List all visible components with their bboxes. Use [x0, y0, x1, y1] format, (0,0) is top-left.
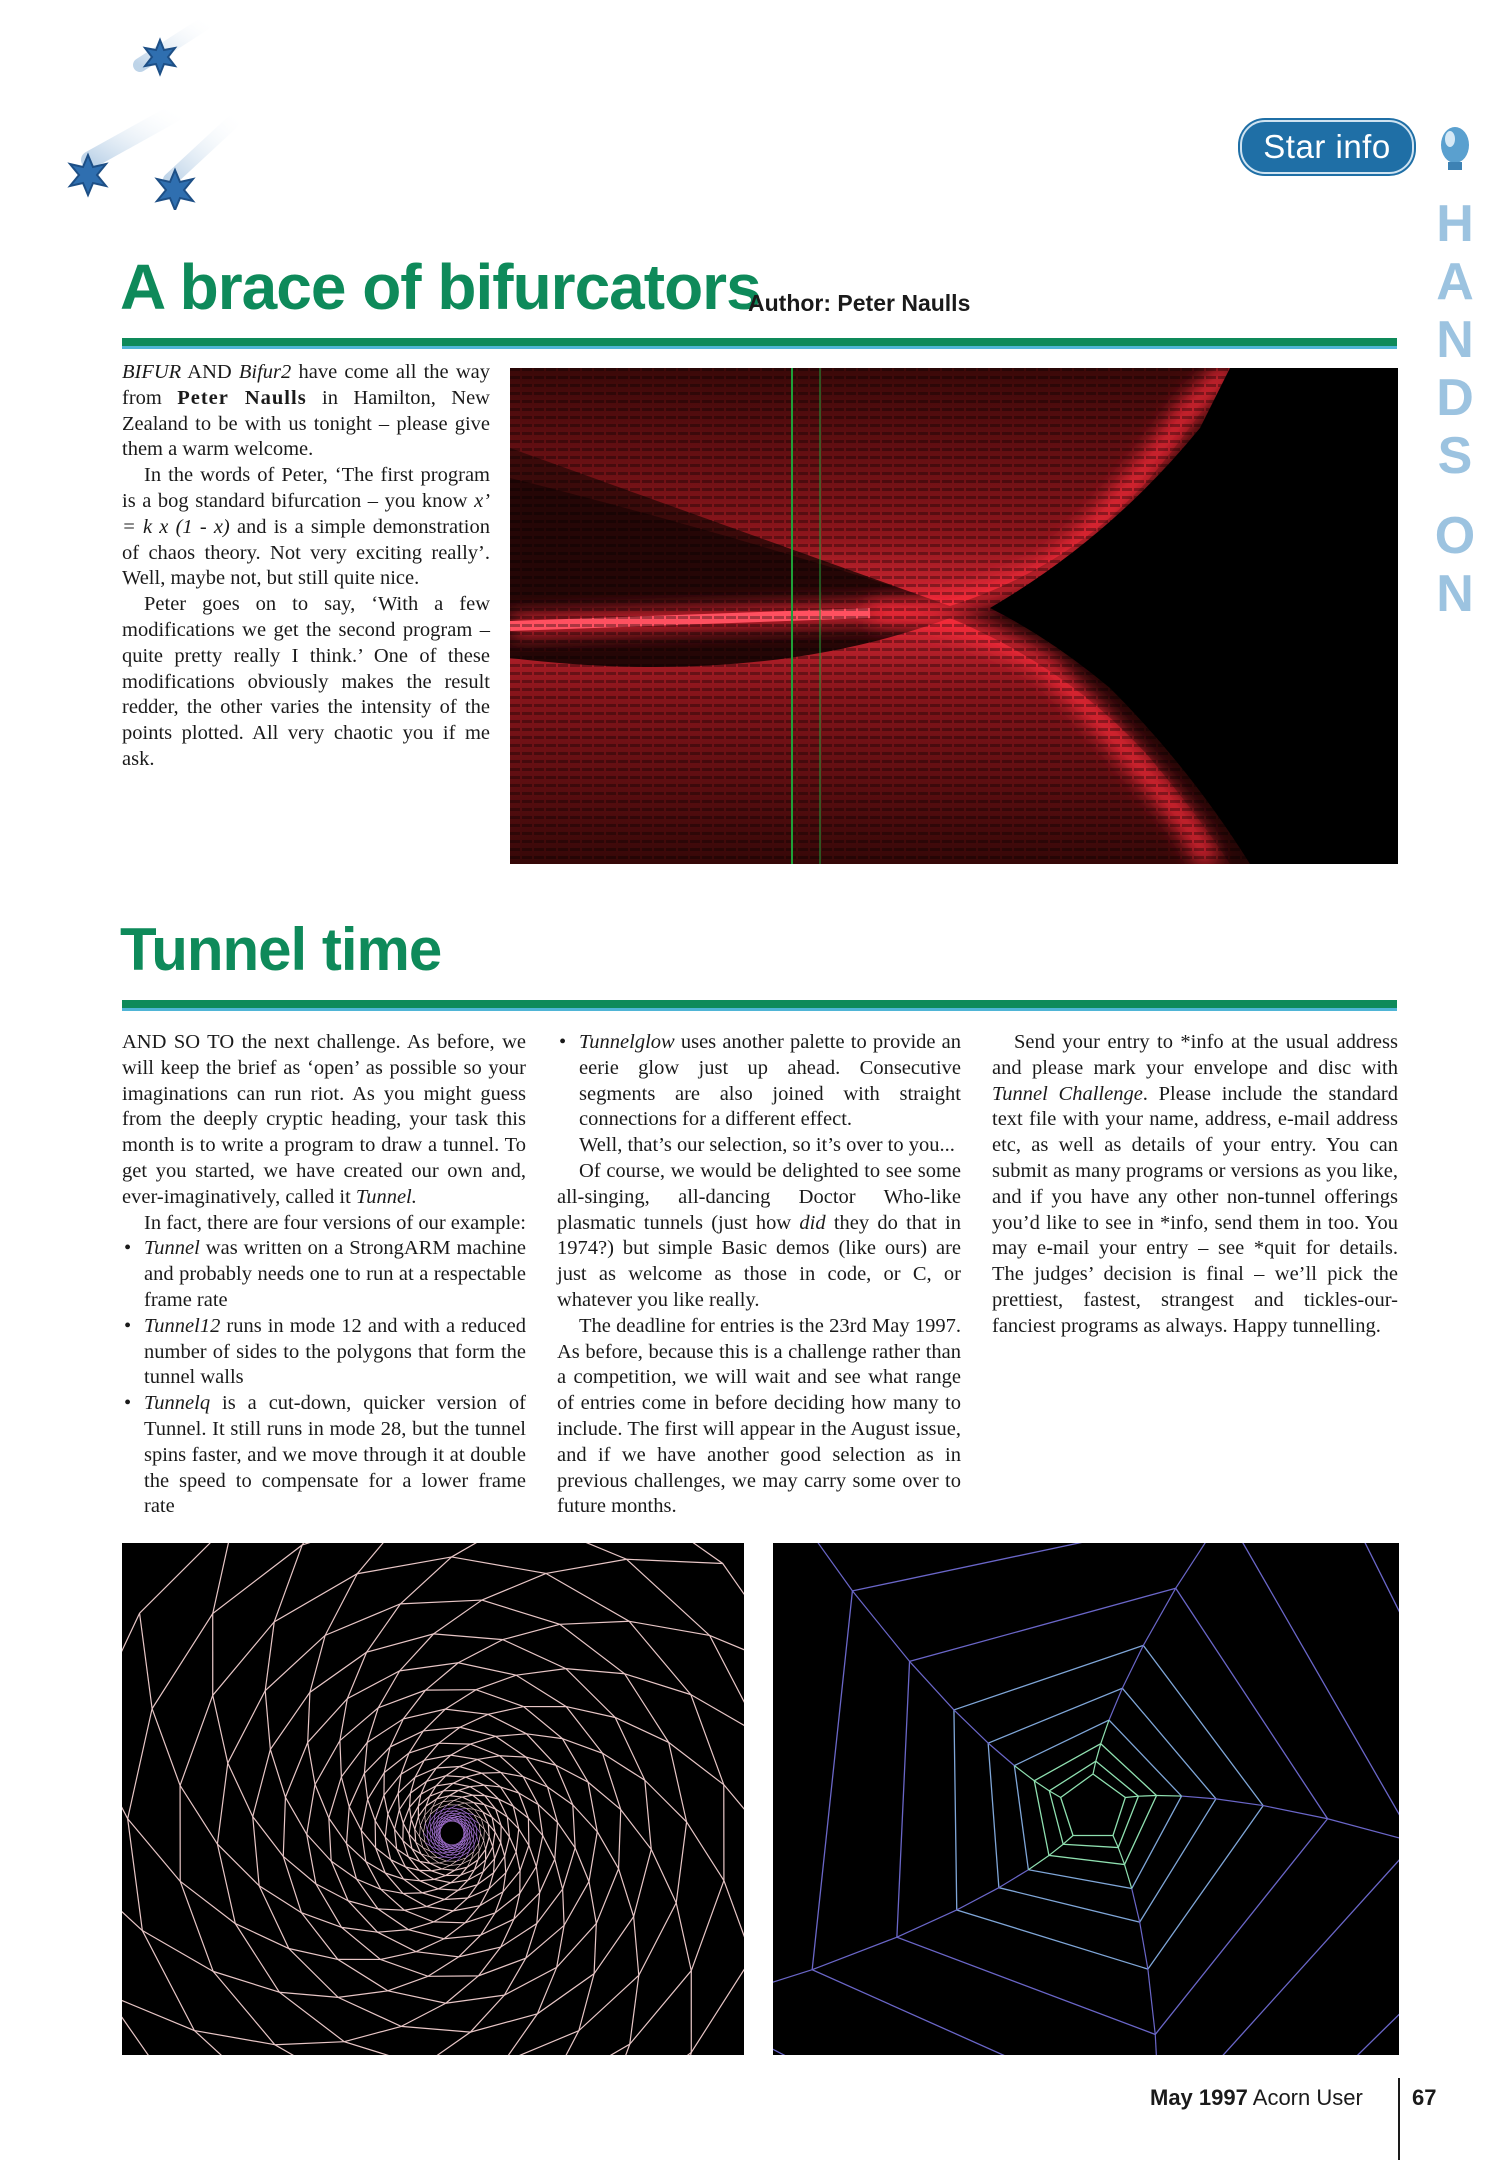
paragraph: AND SO TO the next challenge. As before, we will keep the brief as ‘open’ as possible so your imaginations can run riot. As you might guess from the deeply cryptic heading, your task this month is to write a program to draw a tunnel. To get you started, we have created our own and, ever-imaginatively, called it Tunnel.: [122, 1031, 526, 1208]
section-letter: A: [1436, 253, 1474, 311]
article2-column-3: [992, 1030, 1398, 1340]
list-item: • Tunnel12 runs in mode 12 and with a reduced number of sides to the polygons that form the tunnel walls: [122, 1314, 526, 1391]
article-author: Author: Peter Naulls: [748, 290, 971, 316]
article1-text: [122, 360, 490, 773]
magazine-name: Acorn User: [1252, 2085, 1363, 2110]
page-number: 67: [1412, 2085, 1437, 2110]
article-title-tunnel-time: Tunnel time: [120, 916, 442, 983]
section-letter: H: [1436, 195, 1474, 253]
section-letter: N: [1436, 311, 1474, 369]
page-footer: [1150, 2085, 1363, 2111]
paragraph: Send your entry to *info at the usual address and please mark your envelope and disc with Tunnel Challenge. Please include the standard text file with your name, address, e-mail address etc, as well as details of your entry. You can submit as many programs or versions as you like, and if you have any other non-tunnel offerings you’d like to see in *info, send them in too. You may e-mail your entry – see *quit for details. The judges’ decision is final – we’ll pick the prettiest, fastest, strangest and tickles-our-fanciest programs as always. Happy tunnelling.: [992, 1031, 1398, 1337]
star-info-badge: Star info: [1240, 120, 1414, 174]
article2-column-2: [557, 1030, 961, 1520]
formula: x’ = k x (1 - x): [122, 489, 490, 538]
paragraph: Well, that’s our selection, so it’s over to you...: [579, 1134, 955, 1157]
section-label-hands-on: [1430, 195, 1480, 623]
heading-rule: [122, 1000, 1397, 1008]
section-letter: S: [1437, 427, 1473, 485]
bifurcation-screenshot: [510, 368, 1398, 864]
paragraph: Peter goes on to say, ‘With a few modifications we get the second program – quite pretty really I think.’ One of these modifications obviously makes the result redder, the other varies the intensity of the points plotted. All very chaotic you if me ask.: [122, 593, 490, 770]
paragraph: BIFUR AND Bifur2 have come all the way from Peter Naulls in Hamilton, New Zealand to be with us tonight – please give them a warm welcome.: [122, 361, 490, 461]
lightbulb-icon: [1437, 125, 1473, 175]
paragraph: In the words of Peter, ‘The first program is a bog standard bifurcation – you know x’ = k x (1 - x) and is a simple demonstration of chaos theory. Not very exciting really’. Well, maybe not, but still quite nice.: [122, 464, 490, 590]
heading-rule: [122, 338, 1397, 346]
list-item: • Tunnelq is a cut-down, quicker version of Tunnel. It still runs in mode 28, but the tunnel spins faster, and we move through it at double the speed to compensate for a lower frame rate: [122, 1391, 526, 1520]
tunnel-spiral-screenshot: [122, 1543, 744, 2055]
section-letter: D: [1436, 369, 1474, 427]
section-letter: N: [1436, 565, 1474, 623]
decorative-stars-icon: [60, 20, 260, 210]
paragraph: Of course, we would be delighted to see some all-singing, all-dancing Doctor Who-like plasmatic tunnels (just how did they do that in 1974?) but simple Basic demos (like ours) are just as welcome as those in code, or C, or whatever you like really.: [557, 1159, 961, 1311]
versions-list: [557, 1030, 961, 1133]
paragraph: In fact, there are four versions of our example:: [144, 1211, 526, 1234]
issue-date: May 1997: [1150, 2085, 1248, 2110]
tunnel-pentagon-screenshot: [773, 1543, 1399, 2055]
section-letter: O: [1434, 507, 1476, 565]
article2-column-1: [122, 1030, 526, 1520]
versions-list: [122, 1236, 526, 1520]
list-item: • Tunnelglow uses another palette to provide an eerie glow just up ahead. Consecutive segments are also joined with straight connections for a different effect.: [557, 1030, 961, 1133]
article-title-bifurcators: A brace of bifurcators: [120, 251, 761, 323]
footer-divider: [1398, 2078, 1400, 2160]
paragraph: The deadline for entries is the 23rd May 1997. As before, because this is a challenge rather than a competition, we will wait and see what range of entries come in before deciding how many to include. The first will appear in the August issue, and if we have another good selection as in previous challenges, we may carry some over to future months.: [557, 1314, 961, 1518]
list-item: • Tunnel was written on a StrongARM machine and probably needs one to run at a respectable frame rate: [122, 1236, 526, 1313]
